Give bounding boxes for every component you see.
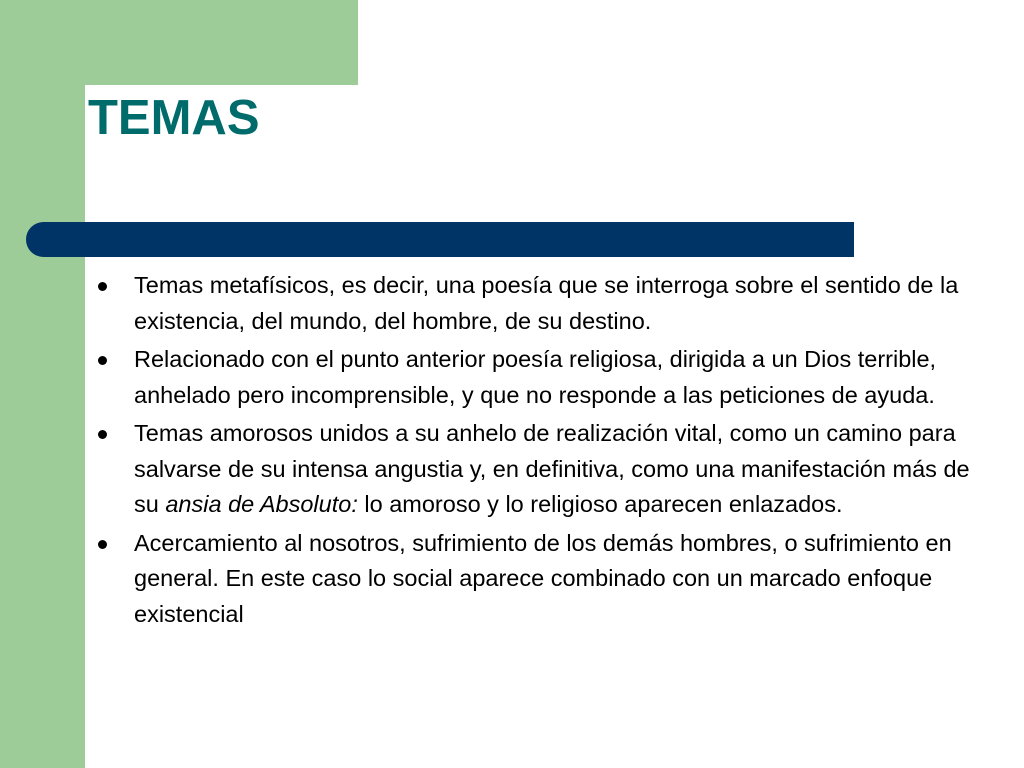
bullet-item-3	[92, 416, 972, 523]
bullet-text-4: Acercamiento al nosotros, sufrimiento de los demás hombres, o sufrimiento en general. En este caso lo social aparece combinado con un marcado enfoque existencial	[134, 529, 952, 627]
bullet-text-3-end: lo amoroso y lo religioso aparecen enlazados.	[357, 491, 843, 517]
bullet-dot-icon	[98, 540, 107, 549]
bullet-list	[92, 268, 972, 635]
green-side-bar	[0, 0, 85, 768]
bullet-text-3-start: Temas amorosos unidos a su anhelo de realización vital, como un camino para salvarse de su intensa angustia y, en definitiva, como una manifestación más de su	[134, 420, 970, 517]
slide-title: TEMAS	[88, 91, 260, 145]
title-accent-bar	[26, 222, 854, 257]
bullet-text-2: Relacionado con el punto anterior poesía religiosa, dirigida a un Dios terrible, anhelado pero incomprensible, y que no responde a las peticiones de ayuda.	[134, 346, 937, 408]
bullet-text-1: Temas metafísicos, es decir, una poesía que se interroga sobre el sentido de la existencia, del mundo, del hombre, de su destino.	[134, 272, 959, 334]
bullet-dot-icon	[98, 356, 107, 365]
bullet-dot-icon	[98, 282, 107, 291]
bullet-item-1	[92, 268, 972, 339]
bullet-dot-icon	[98, 430, 107, 439]
bullet-text-3-emphasis: ansia de Absoluto:	[165, 491, 358, 517]
bullet-item-2	[92, 342, 972, 413]
bullet-item-4	[92, 526, 972, 633]
